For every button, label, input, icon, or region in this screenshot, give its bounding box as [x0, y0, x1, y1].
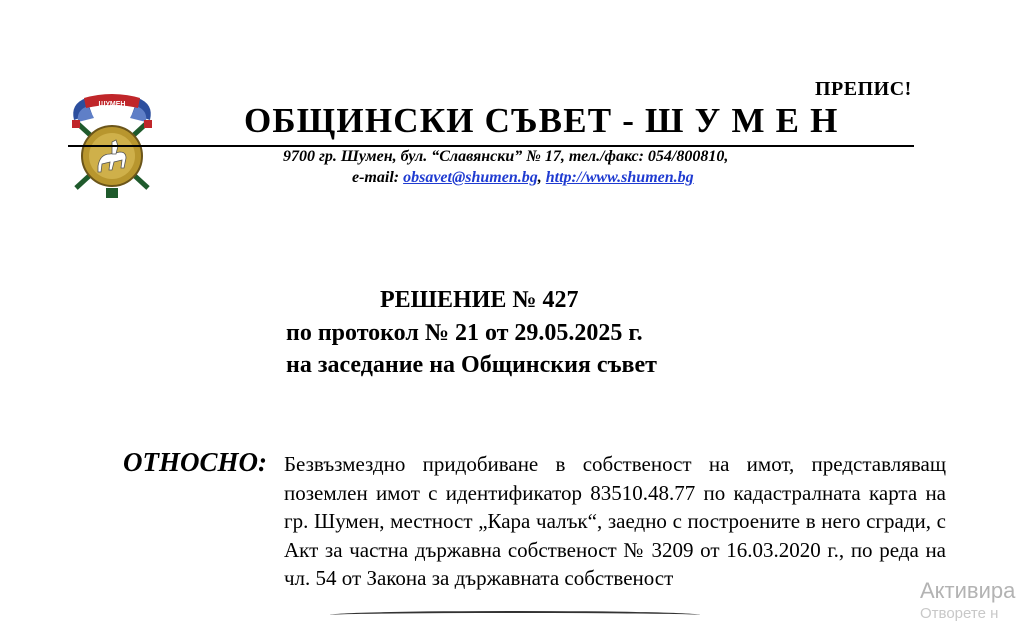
header-divider — [68, 145, 914, 147]
council-address: 9700 гр. Шумен, бул. “Славянски” № 17, тел./факс: 054/800810, — [283, 148, 729, 165]
regarding-text: Безвъзмездно придобиване в собственост на имот, представляващ поземлен имот с идентификатор 83510.48.77 по кадастралната карта на гр. Шумен, местност „Кара чалък“, заедно с построените в него сгради, с Акт за частна държавна собственост № 3209 от 16.03.2020 г., по реда на чл. 54 от Закона за държавната собственост — [284, 452, 946, 590]
copy-stamp-label: ПРЕПИС! — [815, 78, 912, 100]
decision-protocol: по протокол № 21 от 29.05.2025 г. — [286, 320, 643, 346]
council-contacts — [352, 169, 694, 187]
regarding-label: ОТНОСНО: — [123, 447, 267, 477]
decision-number: РЕШЕНИЕ № 427 — [380, 287, 579, 313]
decision-session: на заседание на Общинския съвет — [286, 352, 657, 378]
signature-stamp-edge — [330, 611, 700, 619]
activation-watermark-subtitle: Отворете н — [920, 605, 999, 622]
website-link[interactable]: http://www.shumen.bg — [545, 169, 694, 186]
council-name-heading: ОБЩИНСКИ СЪВЕТ - Ш У М Е Н — [244, 101, 839, 140]
email-link[interactable]: obsavet@shumen.bg — [403, 169, 538, 186]
shumen-coat-of-arms — [68, 92, 156, 202]
activation-watermark-title: Активира — [920, 578, 1016, 603]
contact-separator: , — [537, 169, 542, 186]
crest-banner-text: ШУМЕН — [98, 101, 126, 108]
email-label: e-mail: — [352, 169, 400, 186]
